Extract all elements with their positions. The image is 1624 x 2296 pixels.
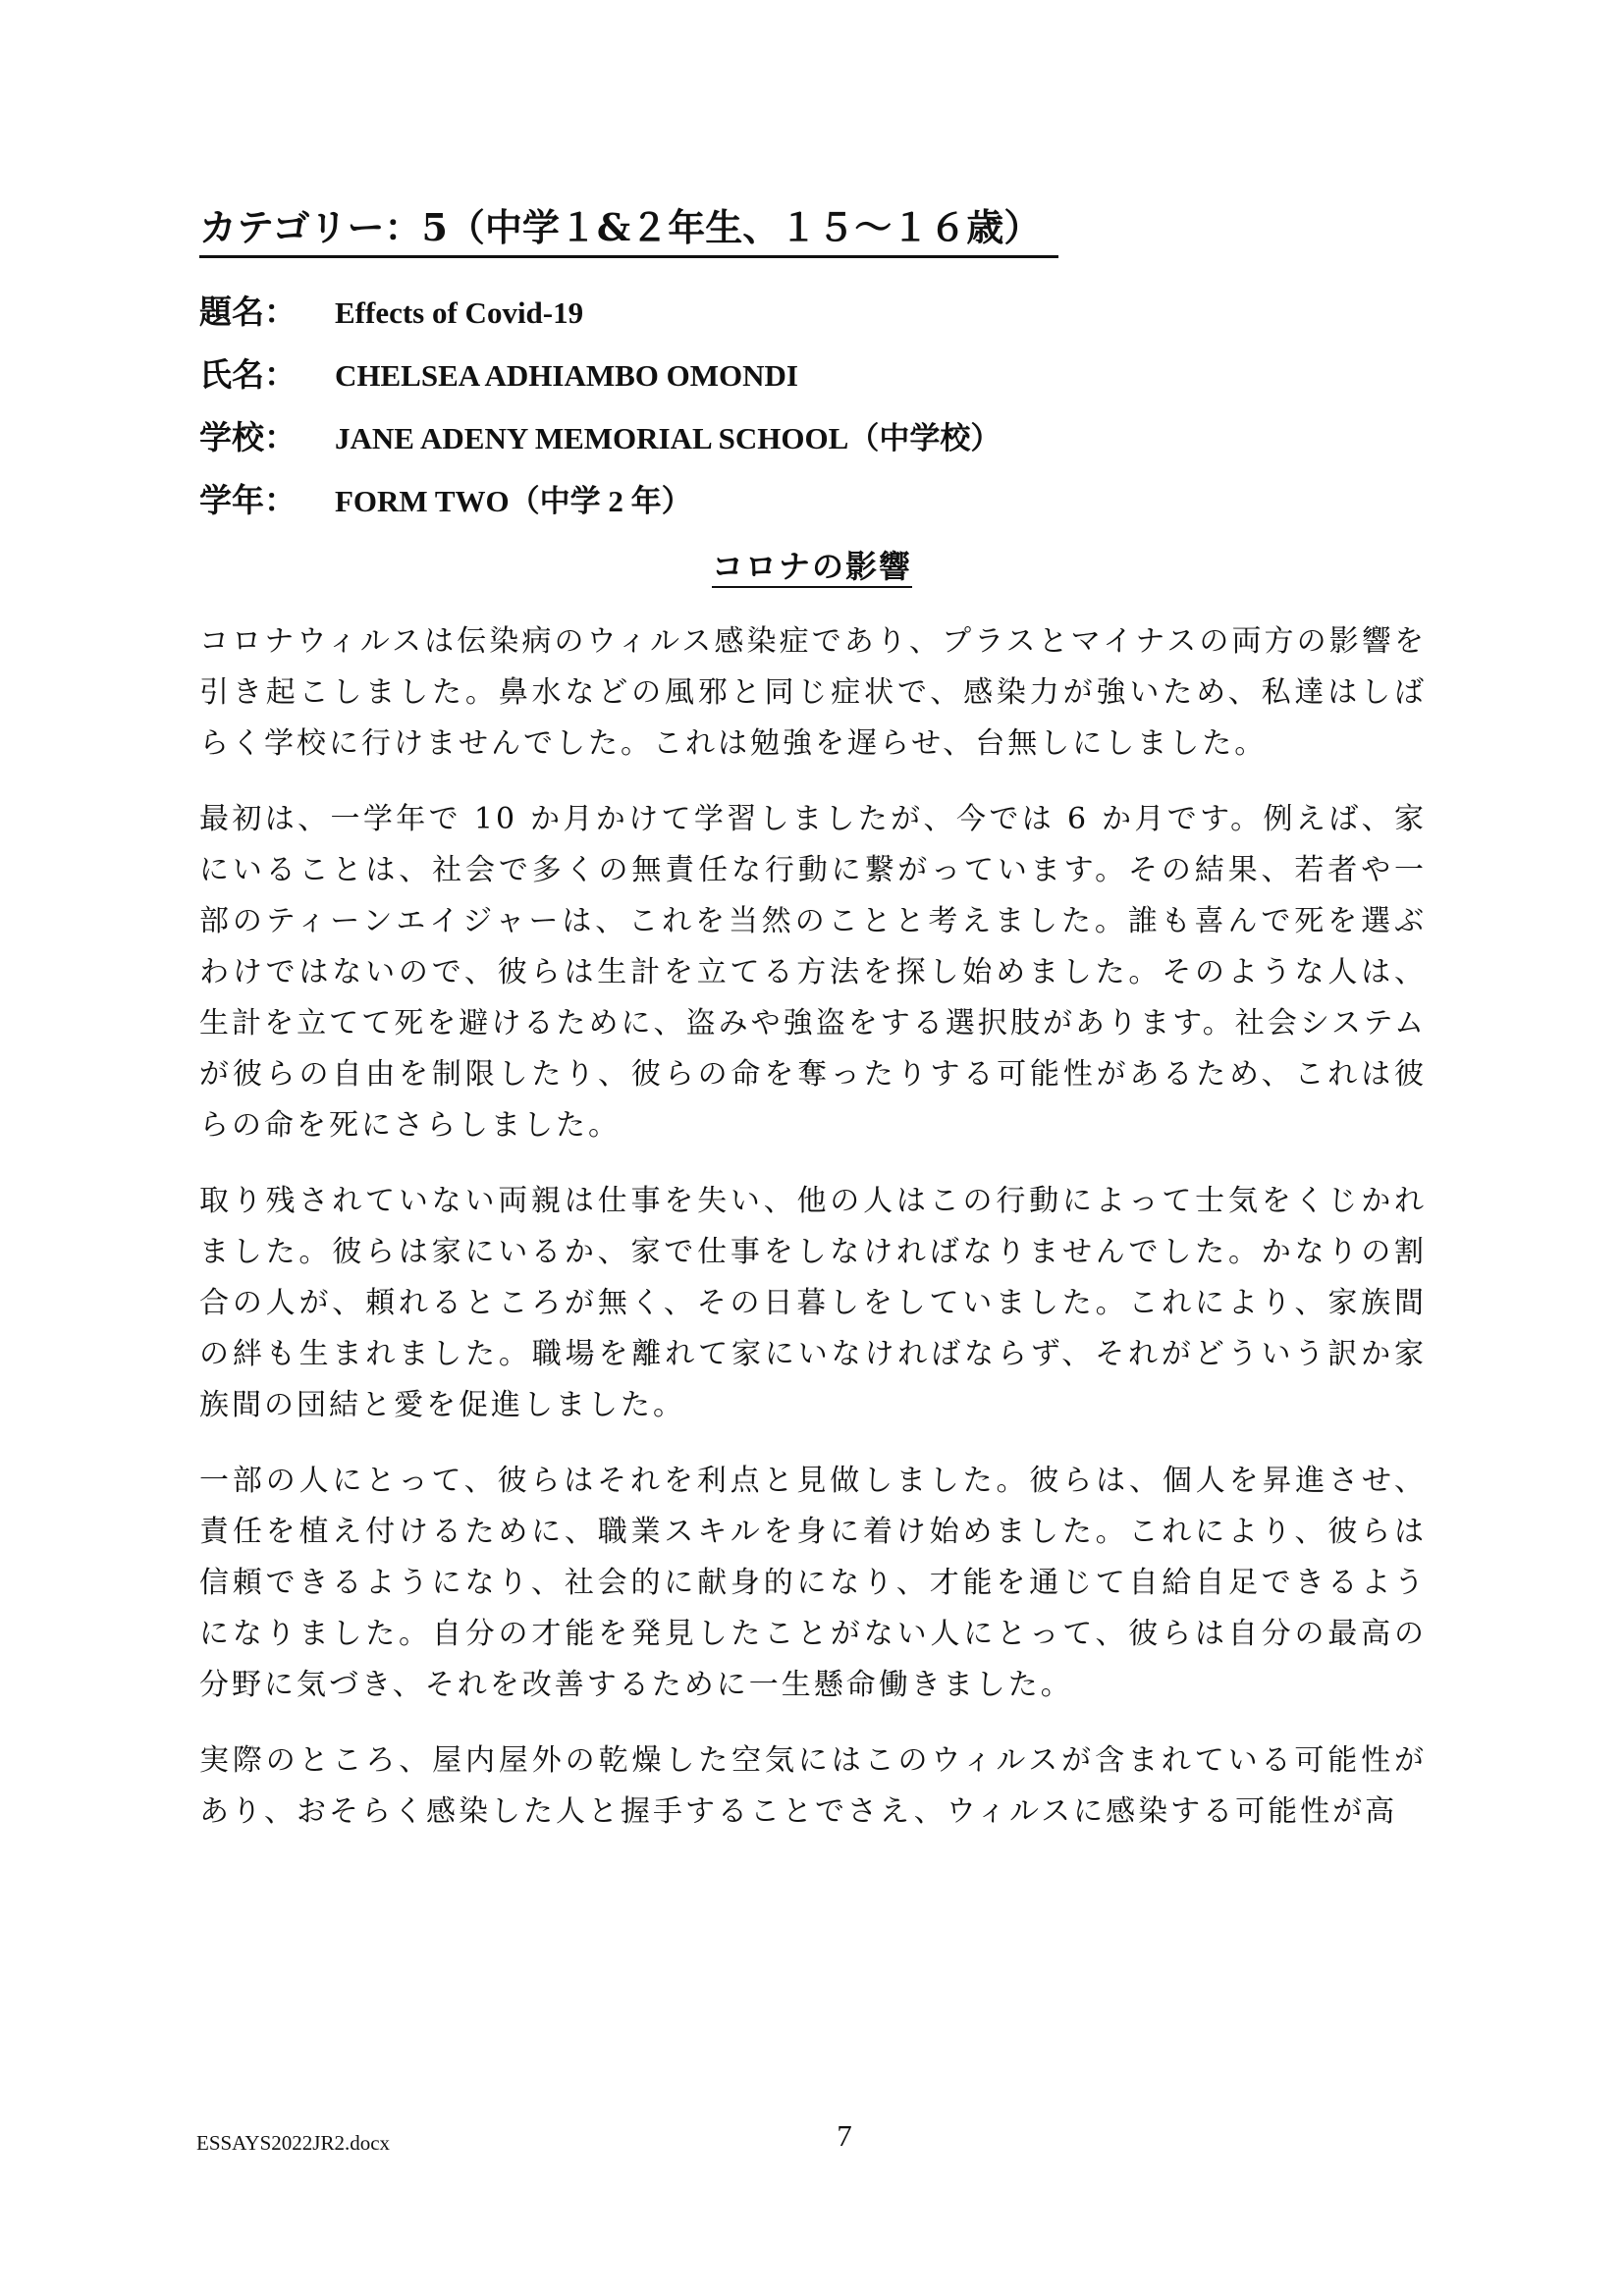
meta-title-value: Effects of Covid-19	[335, 295, 584, 330]
meta-grade-row	[199, 469, 1427, 532]
meta-name-row	[199, 344, 1427, 406]
meta-name-label: 氏名：	[199, 355, 297, 394]
meta-grade-label: 学年：	[199, 481, 297, 519]
essay-title	[0, 542, 1624, 591]
footer-filename: ESSAYS2022JR2.docx	[196, 2131, 391, 2155]
category-heading: カテゴリー：5（中学１&２年生、１５〜１６歳）	[199, 203, 1058, 258]
essay-title-text: コロナの影響	[712, 548, 912, 588]
essay-paragraph: 最初は、一学年で 10 か月かけて学習しましたが、今では 6 か月です。例えば、家にいることは、社会で多くの無責任な行動に繋がっています。その結果、若者や一部のティーンエイジャーは、これを当然のことと考えました。誰も喜んで死を選ぶわけではないので、彼らは生計を立てる方法を探し始めました。そのような人は、生計を立てて死を避けるために、盗みや強盗をする選択肢があります。社会システムが彼らの自由を制限したり、彼らの命を奪ったりする可能性があるため、これは彼らの命を死にさらしました。	[199, 802, 1427, 1143]
meta-name-value: CHELSEA ADHIAMBO OMONDI	[335, 358, 798, 393]
essay-paragraph: コロナウィルスは伝染病のウィルス感染症であり、プラスとマイナスの両方の影響を引き起こしました。鼻水などの風邪と同じ症状で、感染力が強いため、私達はしばらく学校に行けませんでした。これは勉強を遅らせ、台無しにしました。	[199, 624, 1427, 761]
meta-title-row	[199, 281, 1427, 344]
essay-metadata	[199, 281, 1427, 532]
meta-school-label: 学校：	[199, 418, 297, 456]
essay-paragraph: 一部の人にとって、彼らはそれを利点と見做しました。彼らは、個人を昇進させ、責任を植え付けるために、職業スキルを身に着け始めました。これにより、彼らは信頼できるようになり、社会的に献身的になり、才能を通じて自給自足できるようになりました。自分の才能を発見したことがない人にとって、彼らは自分の最高の分野に気づき、それを改善するために一生懸命働きました。	[199, 1464, 1427, 1702]
meta-school-value: JANE ADENY MEMORIAL SCHOOL（中学校）	[335, 421, 1001, 455]
meta-title-label: 題名：	[199, 293, 297, 331]
meta-grade-value: FORM TWO（中学 2 年）	[335, 484, 692, 518]
essay-paragraph: 取り残されていない両親は仕事を失い、他の人はこの行動によって士気をくじかれました。彼らは家にいるか、家で仕事をしなければなりませんでした。かなりの割合の人が、頼れるところが無く、その日暮しをしていました。これにより、家族間の絆も生まれました。職場を離れて家にいなければならず、それがどういう訳か家族間の団結と愛を促進しました。	[199, 1184, 1427, 1422]
essay-body	[199, 616, 1427, 1862]
meta-school-row	[199, 406, 1427, 469]
essay-paragraph: 実際のところ、屋内屋外の乾燥した空気にはこのウィルスが含まれている可能性があり、おそらく感染した人と握手することでさえ、ウィルスに感染する可能性が高	[199, 1743, 1427, 1829]
page-number: 7	[837, 2118, 852, 2153]
